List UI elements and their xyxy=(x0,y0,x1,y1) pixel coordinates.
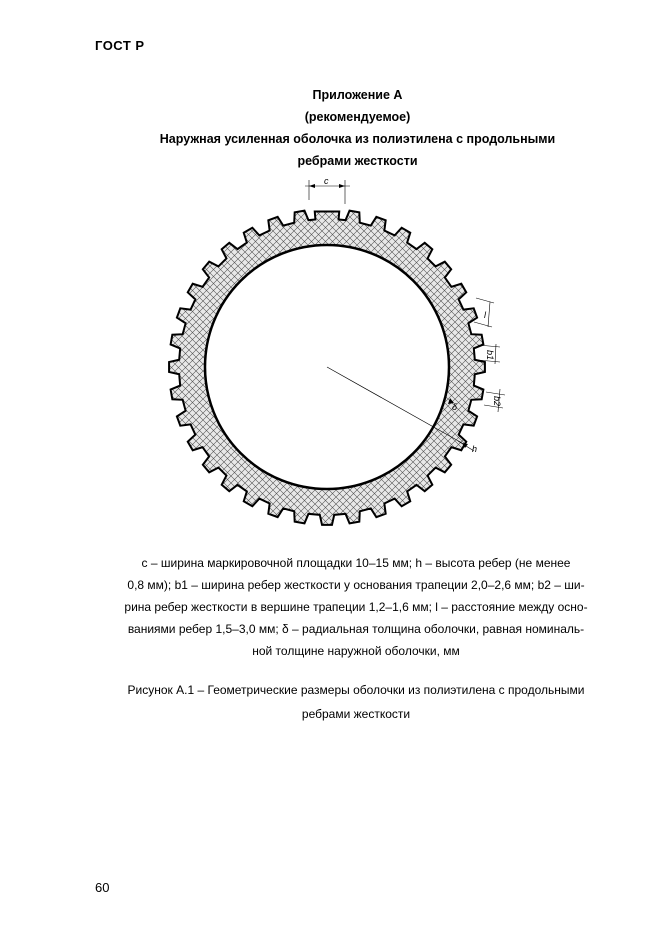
legend-line: 0,8 мм); b1 – ширина ребер жесткости у основания трапеции 2,0–2,6 мм; b2 – ши- xyxy=(127,578,585,592)
legend-line: ваниями ребер 1,5–3,0 мм; δ – радиальная толщина оболочки, равная номиналь- xyxy=(127,622,585,636)
appendix-title: Приложение А xyxy=(312,88,403,102)
figure-legend xyxy=(95,552,617,662)
legend-line: ной толщине наружной оболочки, мм xyxy=(252,644,460,658)
figure-caption xyxy=(95,678,617,726)
label-c: c xyxy=(324,176,329,186)
legend-line: c – ширина маркировочной площадки 10–15 мм; h – высота ребер (не менее xyxy=(141,556,571,570)
page-number: 60 xyxy=(95,880,110,895)
label-h: h xyxy=(472,444,478,454)
appendix-heading-line2: ребрами жесткости xyxy=(297,154,418,168)
label-b1: b1 xyxy=(485,350,495,361)
legend-line: рина ребер жесткости в вершине трапеции 1,2–1,6 мм; l – расстояние между осно- xyxy=(124,600,588,614)
caption-line1: Рисунок А.1 – Геометрические размеры оболочки из полиэтилена с продольными xyxy=(127,683,585,697)
dimension-l xyxy=(474,298,494,327)
appendix-heading xyxy=(0,88,661,178)
appendix-heading-line1: Наружная усиленная оболочка из полиэтилена с продольными xyxy=(159,132,556,146)
dimension-c xyxy=(305,176,350,204)
dimension-b2 xyxy=(484,389,505,412)
standard-header: ГОСТ Р xyxy=(95,38,145,53)
label-l: l xyxy=(484,310,486,320)
appendix-status: (рекомендуемое) xyxy=(304,110,411,124)
label-delta: δ xyxy=(452,402,458,412)
label-b2: b2 xyxy=(492,396,502,407)
caption-line2: ребрами жесткости xyxy=(301,707,411,721)
sheath-cross-section-figure xyxy=(150,168,510,538)
